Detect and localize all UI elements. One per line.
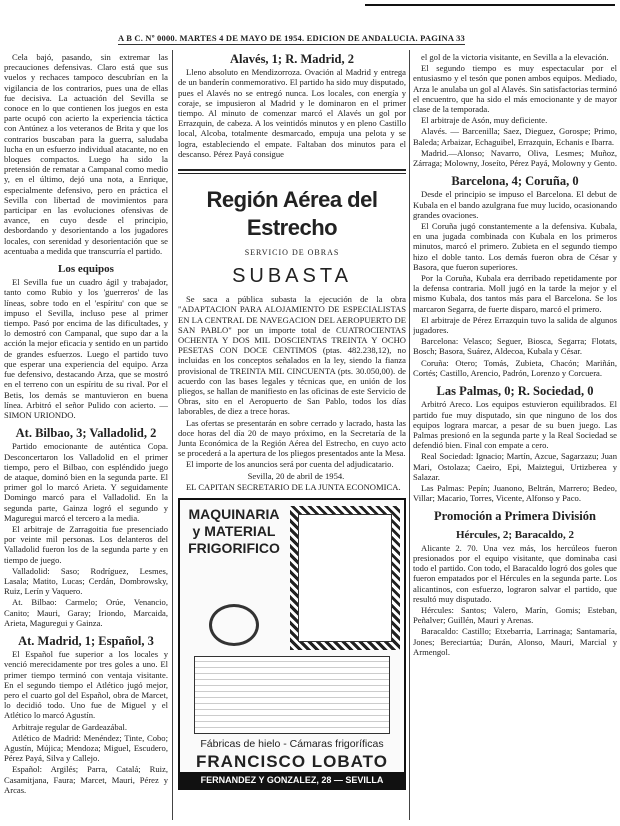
divider [178,169,406,174]
section-heading: Promoción a Primera División [434,509,596,524]
lineup: Coruña: Otero; Tomás, Zubieta, Chacón; Mariñán, Cortés; Castillo, Arencio, Padrón, Lorenzo y Corcuera. [413,357,617,378]
column-divider [409,50,410,820]
paragraph: Por la Coruña, Kubala era derribado repetidamente por la defensa contraria. Moll jugó en la tarde la mejor y el mismo Kubala, dos tantos más para el Barcelona. Se los marcaron Segarra, de fuerte disparo, marcó el primero. [413,273,617,314]
paragraph: El Español fue superior a los locales y venció merecidamente por tres goles a uno. El primer tiempo terminó con ventaja visitante. En el segundo tiempo el Atlético jugó mejor, pero el cuarto gol del Español, obra de Marcet, lo decidió todo. Uno fue de Miguel y el Atlético lo marcó Agustín. [4,649,168,721]
match-heading: Hércules, 2; Baracaldo, 2 [455,528,575,541]
lineup: Alavés. — Barcenilla; Saez, Dieguez, Gorospe; Primo, Baleda; Arbaizar, Echaguibel, Errazquin, Echanis e Ibarra. [413,126,617,147]
paragraph: Partido emocionante de auténtica Copa. Desconcertaron los Valladolid en el primer tiempo, pero el Bilbao, con espléndido juego de ataque, dominó bien en la segunda parte. El primer gol lo marcó Arieta. Y seguidamente Domingo marcó para el Valladolid. En la segunda parte, Gainza logró el segundo y Maguregui marcó el tercero a la media. [4,441,168,523]
match-heading: Alavés, 1; R. Madrid, 2 [230,52,354,66]
page-header: A B C. Nº 0000. MARTES 4 DE MAYO DE 1954. EDICION DE ANDALUCIA. PAGINA 33 [118,33,465,43]
lineup: Español: Argilés; Parra, Catalá; Ruiz, Casamitjana, Faura; Marcet, Mauri, Pérez y Arcas. [4,764,168,795]
match-heading: Barcelona, 4; Coruña, 0 [451,174,579,189]
paragraph: El arbitraje de Asón, muy deficiente. [421,115,548,126]
lineup: Valladolid: Saso; Rodríguez, Lesmes, Lasala; Matito, Lucas; Cerdán, Dombrowsky, Ruiz, Lerín y Vaquero. [4,565,168,597]
left-column [4,52,168,812]
ad-top [180,500,404,650]
paragraph: El Coruña jugó constantemente a la defensiva. Kubala, en una jugada combinada con Kubala en los primeros minutos, marcó el primero. Zubieta en el segundo tiempo hizo el doble tanto. Los demás fueron obra de César y Basora, que fueron superiores. [413,221,617,272]
machine-wheel-illustration [209,604,259,646]
machinery-illustration [194,656,390,734]
match-heading: Las Palmas, 0; R. Sociedad, 0 [436,384,594,399]
paragraph: El importe de los anuncios será por cuenta del adjudicatario. [186,459,394,470]
top-rule [365,4,615,6]
paragraph: Arbitró Areco. Los equipos estuvieron equilibrados. El partido fue muy disputado, sin que ninguno de los dos equipos lograra marcar, a pesar de su buen juego. Las Palmas presionó en la segunda parte y la Real Sociedad se defendió bien. Final con empate a cero. [413,399,617,451]
paragraph: Alicante 2. 70. Una vez más, los hercúleos fueron presionados por el equipo visitante, que dominaba casi todo el partido. Con todo, el Baracaldo logró dos goles que fueron empatados por el Hércules en la segunda parte. Los alicantinos, con esfuerzo, lograron salvar el partido, que resultó muy disputado. [413,542,617,604]
paragraph: Desde el principio se impuso el Barcelona. El debut de Kubala en el bando azulgrana fue muy lucido, ocasionando grandes ovaciones. [413,189,617,220]
lineup: Real Sociedad: Ignacio; Martín, Azcue, Sagarzazu; Juan Mari, Ostolaza; Caeiro, Epi, Maiztegui, Urtizberea y Salazar. [413,451,617,482]
paragraph: El arbitraje de Pérez Errazquin tuvo la salida de algunos jugadores. [413,314,617,336]
refrigerator-illustration [290,506,400,650]
column-divider [172,50,173,820]
paragraph: Arbitraje regular de Gardeazábal. [12,721,127,732]
paragraph: Cela bajó, pasando, sin extremar las precauciones defensivas. Claro está que sus vuelos y rechaces tampoco descubrían en la vigilancia de los contrarios, pues una de ellas fue decisiva. La actuación del Sevilla se conoce en lo que contienen los juegos en esta parte ocupó con acierto la experiencia táctica con Antúnez a los veteranos de Brita y que los contrarios buscaban para la guerra, saludaba lucha en un esfuerzo individual atacante, no en bloques compactos. Luego ha sido la pretensión de rematar a Campanal como medio y, en el último, dejó una nota, a Enrique, especialmente defensivo, pero en práctica el Sevilla con libertad de movimientos para participar en las evoluciones ofensivas de avance, en cuyo desde el principio, desbordando y desorientando a los jugadores locales, con serenidad y desorientación que se acentuaba a medida que transcurría el partido. [4,52,168,256]
lineup: Baracaldo: Castillo; Etxebarria, Larrinaga; Santamaría, Jones; Bereciartúa; Durán, Alonso, Mauri, Marcial y Armengol. [413,626,617,657]
lineup: Barcelona: Velasco; Seguer, Biosca, Segarra; Flotats, Bosch; Basora, Suárez, Aldecoa, Kubala y César. [413,336,617,357]
lineup: Atlético de Madrid: Menéndez; Tinte, Cobo; Agustín, Mújica; Mendoza; Miguel, Escudero, Pérez Payá, Silva y Callejo. [4,732,168,764]
ad-address: FERNANDEZ Y GONZALEZ, 28 — SEVILLA [180,772,404,788]
right-column [413,52,617,822]
lineup: Hércules: Santos; Valero, Marín, Gomis; Esteban, Peñalver; Guillén, Mauri y Arenas. [413,604,617,626]
ad-headline: MAQUINARIA y MATERIAL FRIGORIFICO [188,506,280,557]
match-heading: At. Madrid, 1; Español, 3 [18,633,154,648]
sign-date: Sevilla, 20 de abril de 1954. [247,470,345,481]
ad-left [184,506,284,650]
middle-column [178,52,406,812]
lineup: Madrid.—Alonso; Navarro, Oliva, Lesmes; Muñoz, Zárraga; Molowny, Joseíto, Pérez Payá, Molowny y Gento. [413,147,617,169]
ad-company: FRANCISCO LOBATO [196,752,388,772]
lineup: At. Bilbao: Carmelo; Orúe, Venancio, Canito; Mauri, Garay; Iriondo, Marcaida, Arieta, Maguregui y Gainza. [4,597,168,628]
lineup: Las Palmas: Pepín; Juanono, Beltrán, Marrero; Bedeo, Villar; Macario, Torres, Vicente, Alfonso y Paco. [413,482,617,504]
notice-title: Región Aérea del Estrecho [206,187,378,241]
paragraph: Se saca a pública subasta la ejecución de la obra "ADAPTACION PARA ALOJAMIENTO DE ESPECIALISTAS EN LA CENTRAL DE NAVEGACION DEL AEROPUERTO DE SAN PABLO" por un importe total de CUATROCIENTAS OCHENTA Y DOS MIL DOSCIENTAS TREINTA Y OCHO PESETAS CON DOCE CENTIMOS (ptas. 482.238,12), no incluidas en los conceptos señalados en la ley, siendo la fianza provisional de TREINTA MIL CINCUENTA (pts. 30.050,00). de acuerdo con las bases legales y técnicas que, en unión de los pliegos, se hallan de manifiesto en las oficinas de este Servicio de Obras, sito en el Aeropuerto de San Pablo, todos los días laborables, de diez a trece horas. [178,294,406,417]
advertisement [178,498,406,790]
paragraph: Las ofertas se presentarán en sobre cerrado y lacrado, hasta las doce horas del día 20 de mayo próximo, en la Secretaría de la Junta Económica de la Región Aérea del Estrecho, en cuyo acto se procederá a la apertura de los pliegos presentados ante la Mesa. [178,417,406,459]
ad-tagline: Fábricas de hielo - Cámaras frigoríficas [200,738,384,751]
paragraph: el gol de la victoria visitante, en Sevilla a la elevación. [421,52,609,62]
auction-heading: SUBASTA [232,265,352,288]
paragraph: El Sevilla fue un cuadro ágil y trabajador, tanto como Rubio y los 'guerreros' de las líneas, sobre todo en el 'espíritu' con que se impuso el Sevilla, incluso pese al primer tiempo. Pasó por encima de las dificultades, y lo demostró con Campanal, que supo dar a la acción la mejor eficacia y sentido en un partido de grandes esfuerzos. Luego el partido tuvo que esperar una experiencia del equipo. Arza fue defensivo, destacando Arza, que se mostró en el terreno con un espíritu de su rival. Por el Betis, los demás se mantuvieron en buena línea. Arbitró el señor Pulido con acierto. — SIMON URIONDO. [4,277,168,420]
paragraph: El arbitraje de Zarragoitia fue presenciado por veinte mil personas. Los delanteros del Valladolid fueron los de la segunda parte y en tiempo de juego. [4,523,168,565]
section-heading: Los equipos [58,263,114,276]
sign-name: EL CAPITAN SECRETARIO DE LA JUNTA ECONOMICA. [186,481,401,492]
notice-subtitle: SERVICIO DE OBRAS [244,248,340,258]
match-heading: At. Bilbao, 3; Valladolid, 2 [15,426,157,441]
paragraph: El segundo tiempo es muy espectacular por el entusiasmo y el tesón que ponen ambos equipos. Mediado, Arza le anulaba un gol al Alavés. Sin satisfactorias terminó el encuentro, que ha sido el más emocionante y de mayor clase de la temporada. [413,63,617,115]
paragraph: Lleno absoluto en Mendizorroza. Ovación al Madrid y entrega de un banderín conmemorativo. El partido ha sido muy disputado, pues el Alavés no se entregó nunca. Los locales, con energía y coraje, se impusieron al Madrid y le dominaron en el primer tiempo. Al minuto de comenzar marcó el Alavés un gol por Errazquin, de cabeza. A los veintidós minutos y en pleno Castillo local, Alcoba, totalmente desmarcado, empuja una pelota y se logra, estableciendo el empate. Faltaban dos minutos para el descanso. Pérez Payá consigue [178,67,406,159]
